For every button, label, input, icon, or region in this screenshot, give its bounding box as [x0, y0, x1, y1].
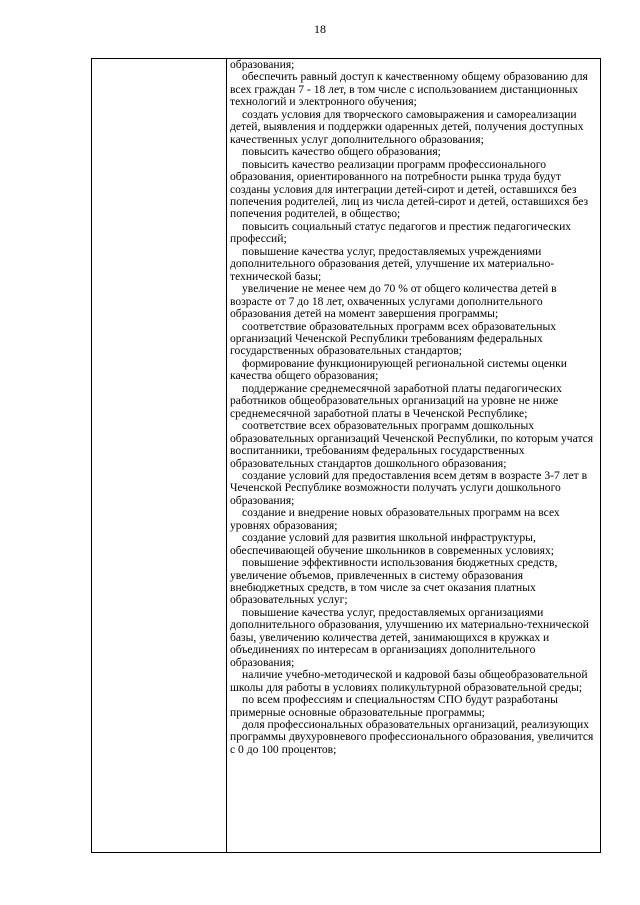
paragraph: повышение качества услуг, предоставляемых учреждениями дополнительного образования детей, улучшение их материально-технической базы;	[230, 244, 555, 283]
paragraph: соответствие всех образовательных программ дошкольных образовательных организаций Чеченской Республики, по которым учатся воспитанники, требованиям федеральных государственных образовательных стандартов дошкольного образования;	[230, 419, 594, 470]
paragraph: образования;	[230, 59, 295, 71]
document-table	[91, 58, 601, 853]
paragraph: создание и внедрение новых образовательных программ на всех уровнях образования;	[230, 506, 560, 532]
paragraph: создать условия для творческого самовыражения и самореализации детей, выявления и поддержки одаренных детей, получения доступных качественных услуг дополнительного образования;	[230, 107, 584, 146]
paragraph: доля профессиональных образовательных организаций, реализующих программы двухуровневого профессионального образования, увеличится с 0 до 100 процентов;	[230, 718, 594, 756]
paragraph: повысить качество общего образования;	[242, 145, 441, 159]
paragraph: обеспечить равный доступ к качественному общему образованию для всех граждан 7 - 18 лет, в том числе с использованием дистанционных технологий и электронного обучения;	[230, 70, 588, 109]
paragraph: создание условий для развития школьной инфраструктуры, обеспечивающей обучение школьников в современных условиях;	[230, 531, 554, 557]
paragraph: формирование функционирующей региональной системы оценки качества общего образования;	[230, 356, 567, 383]
paragraph: наличие учебно-методической и кадровой базы общеобразовательной школы для работы в условиях поликультурной образовательной среды;	[230, 668, 588, 694]
page-number: 18	[314, 22, 326, 36]
paragraph: увеличение не менее чем до 70 % от общего количества детей в возрасте от 7 до 18 лет, охваченных услугами дополнительного образования детей на момент завершения программы;	[230, 282, 557, 321]
paragraph: соответствие образовательных программ всех образовательных организаций Чеченской Республики требованиям федеральных государственных образовательных стандартов;	[230, 319, 557, 358]
paragraph: повысить качество реализации программ профессионального образования, ориентированного на потребности рынка труда будут созданы условия для интеграции детей-сирот и детей, оставшихся без попечения родителей, лиц из числа детей-сирот и детей, оставшихся без попечения родителей, в общество;	[230, 157, 589, 221]
paragraph: повысить социальный статус педагогов и престиж педагогических профессий;	[230, 219, 572, 246]
paragraph: по всем профессиям и специальностям СПО будут разработаны примерные основные образовательные программы;	[230, 693, 558, 719]
table-right-cell	[227, 59, 600, 852]
paragraph: повышение эффективности использования бюджетных средств, увеличение объемов, привлеченных в систему образования внебюджетных средств, в том числе за счет оказания платных образовательных услуг;	[230, 556, 558, 607]
table-left-cell	[92, 59, 227, 852]
paragraph: создание условий для предоставления всем детям в возрасте 3-7 лет в Чеченской Республике возможности получать услуги дошкольного образования;	[230, 468, 588, 507]
paragraph: поддержание среднемесячной заработной платы педагогических работников общеобразовательных организаций на уровне не ниже среднемесячной заработной платы в Чеченской Республике;	[230, 381, 562, 420]
paragraph: повышение качества услуг, предоставляемых организациями дополнительного образования, улучшению их материально-технической базы, увеличению количества детей, занимающихся в кружках и объединениях по интересам в организациях дополнительного образования;	[230, 605, 590, 669]
